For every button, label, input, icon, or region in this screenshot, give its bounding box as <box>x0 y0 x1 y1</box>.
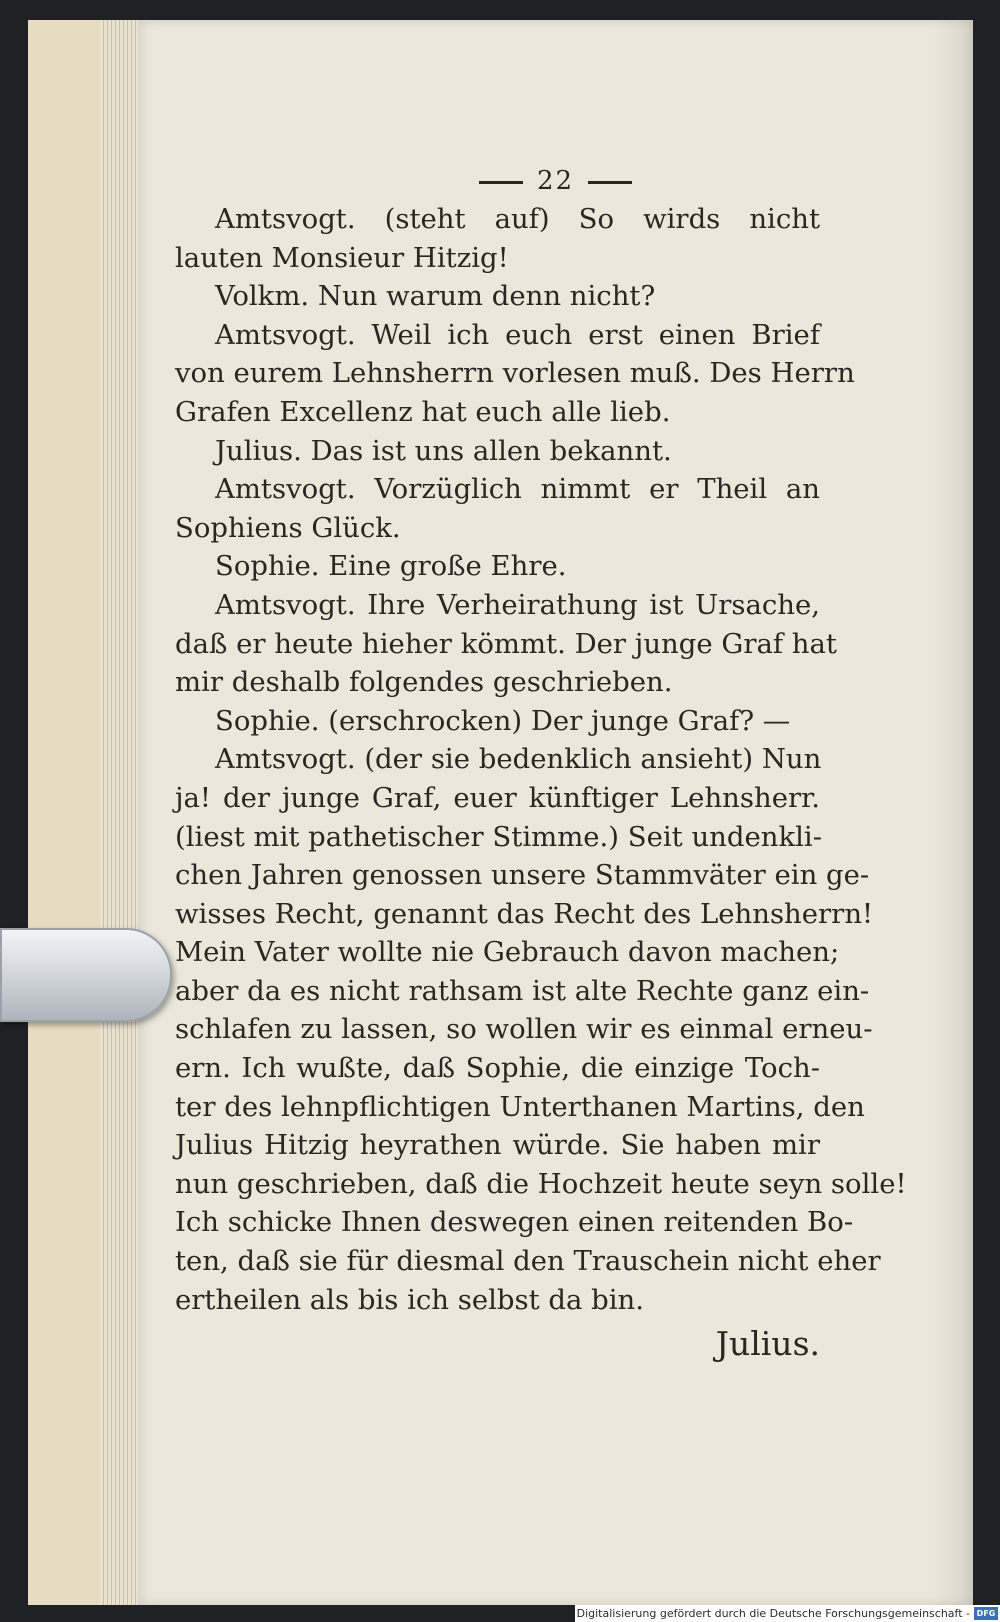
text-line: wisses Recht, genannt das Recht des Lehnsherrn! <box>175 897 874 930</box>
text-line: Amtsvogt. (der sie bedenklich ansieht) Nun <box>215 743 822 776</box>
text-line: mir deshalb folgendes geschrieben. <box>175 666 673 699</box>
text-line: schlafen zu lassen, so wollen wir es einmal erneu- <box>175 1013 873 1046</box>
text-line: chen Jahren genossen unsere Stammväter ein ge- <box>175 859 870 892</box>
text-line: Ich schicke Ihnen deswegen einen reitenden Bo- <box>175 1206 854 1239</box>
text-line: Amtsvogt. Ihre Verheirathung ist Ursache, <box>215 588 820 621</box>
text-line: nun geschrieben, daß die Hochzeit heute seyn solle! <box>175 1167 907 1200</box>
right-dash <box>588 181 632 184</box>
text-line: Julius. Das ist uns allen bekannt. <box>215 434 672 467</box>
book-fore-edge <box>28 20 105 1605</box>
text-line: ertheilen als bis ich selbst da bin. <box>175 1283 645 1316</box>
text-line: (liest mit pathetischer Stimme.) Seit undenkli- <box>175 820 823 853</box>
text-line: ter des lehnpflichtigen Unterthanen Martins, den <box>175 1090 865 1123</box>
dfg-logo: DFG <box>974 1607 998 1620</box>
text-line: Sophiens Glück. <box>175 511 401 544</box>
text-line: lauten Monsieur Hitzig! <box>175 241 509 274</box>
text-line: ten, daß sie für diesmal den Trauschein nicht eher <box>175 1245 881 1278</box>
text-line: aber da es nicht rathsam ist alte Rechte ganz ein- <box>175 974 870 1007</box>
text-line: ja! der junge Graf, euer künftiger Lehnsherr. <box>175 781 820 814</box>
text-line: Amtsvogt. Vorzüglich nimmt er Theil an <box>215 473 820 506</box>
text-line: von eurem Lehnsherrn vorlesen muß. Des Herrn <box>175 357 855 390</box>
text-line: Sophie. Eine große Ehre. <box>215 550 567 583</box>
digitization-credit: Digitalisierung gefördert durch die Deutsche Forschungsgemeinschaft - <box>575 1605 1000 1622</box>
text-line: Amtsvogt. Weil ich euch erst einen Brief <box>215 318 820 351</box>
text-line: Mein Vater wollte nie Gebrauch davon machen; <box>175 936 840 969</box>
text-line: Volkm. Nun warum denn nicht? <box>215 280 656 313</box>
page-number-header <box>138 166 973 196</box>
left-dash <box>479 181 523 184</box>
text-line: Sophie. (erschrocken) Der junge Graf? — <box>215 704 791 737</box>
page-number: 22 <box>536 166 575 196</box>
text-line: daß er heute hieher kömmt. Der junge Graf hat <box>175 627 837 660</box>
text-line: Amtsvogt. (steht auf) So wirds nicht <box>215 203 820 235</box>
page-stack-edges <box>100 20 138 1605</box>
catchword: Julius. <box>715 1324 820 1364</box>
gutter-shadow <box>933 20 973 1605</box>
text-line: ern. Ich wußte, daß Sophie, die einzige Toch- <box>175 1052 820 1085</box>
text-line: Julius Hitzig heyrathen würde. Sie haben mir <box>175 1129 820 1162</box>
page-clip <box>0 928 172 1022</box>
page-text <box>175 200 907 1364</box>
text-line: Grafen Excellenz hat euch alle lieb. <box>175 395 671 428</box>
